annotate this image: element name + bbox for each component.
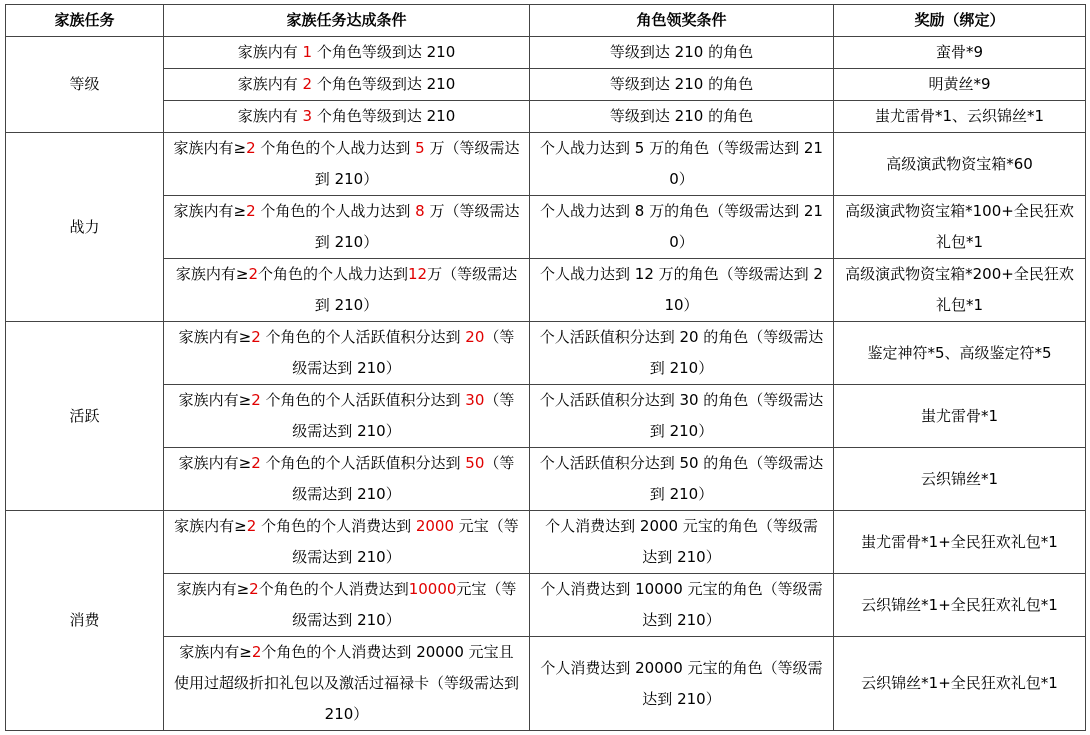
table-header [6,5,1086,37]
condition-text: 个角色等级到达 210 [312,43,456,61]
condition-text: 家族内有≥ [178,391,252,409]
table-row [6,101,1086,133]
reward-cell: 高级演武物资宝箱*60 [834,133,1086,196]
highlight-number: 2 [248,265,258,283]
condition-text: 家族内有 [237,75,303,93]
condition-text: （等级需达到 210） [292,391,515,440]
highlight-number: 5 [415,139,425,157]
condition-text: 家族内有≥ [173,139,247,157]
condition-text: 家族内有≥ [178,328,252,346]
highlight-number: 10000 [408,580,457,598]
highlight-number: 2 [246,202,256,220]
task-condition-cell [164,637,530,731]
claim-condition-cell: 等级到达 210 的角色 [530,37,834,69]
header-family-task: 家族任务 [6,5,164,37]
condition-text: 元宝（等级需达到 210） [292,517,519,566]
condition-text: 个角色的个人战力达到 [255,139,416,157]
highlight-number: 8 [415,202,425,220]
category-cell: 消费 [6,511,164,731]
condition-text: 家族内有≥ [179,643,252,661]
highlight-number: 1 [302,43,313,61]
condition-text: 家族内有 [237,107,303,125]
claim-condition-cell: 个人消费达到 20000 元宝的角色（等级需达到 210） [530,637,834,731]
condition-text: 万（等级需达到 210） [314,139,520,188]
condition-text: 家族内有≥ [176,580,250,598]
highlight-number: 2 [302,75,313,93]
highlight-number: 2 [251,391,261,409]
category-cell: 等级 [6,37,164,133]
table-row [6,133,1086,196]
condition-text: 个角色的个人战力达到 [258,265,409,283]
reward-cell: 蚩尤雷骨*1 [834,385,1086,448]
highlight-number: 30 [465,391,485,409]
claim-condition-cell: 个人消费达到 2000 元宝的角色（等级需达到 210） [530,511,834,574]
claim-condition-cell: 个人活跃值积分达到 30 的角色（等级需达到 210） [530,385,834,448]
task-condition-cell [164,385,530,448]
reward-cell: 云织锦丝*1 [834,448,1086,511]
claim-condition-cell: 个人战力达到 8 万的角色（等级需达到 210） [530,196,834,259]
claim-condition-cell: 个人消费达到 10000 元宝的角色（等级需达到 210） [530,574,834,637]
condition-text: 家族内有≥ [174,517,247,535]
condition-text: 万（等级需达到 210） [314,265,518,314]
condition-text: 元宝（等级需达到 210） [292,580,517,629]
reward-cell: 鉴定神符*5、高级鉴定符*5 [834,322,1086,385]
condition-text: （等级需达到 210） [292,454,515,503]
highlight-number: 2 [251,454,261,472]
highlight-number: 2000 [415,517,455,535]
header-claim-condition: 角色领奖条件 [530,5,834,37]
family-task-table [5,4,1086,731]
condition-text: 个角色的个人活跃值积分达到 [260,454,466,472]
highlight-number: 2 [251,328,261,346]
table-row [6,511,1086,574]
reward-cell: 蚩尤雷骨*1+全民狂欢礼包*1 [834,511,1086,574]
reward-cell: 云织锦丝*1+全民狂欢礼包*1 [834,574,1086,637]
claim-condition-cell: 个人活跃值积分达到 20 的角色（等级需达到 210） [530,322,834,385]
condition-text: 家族内有≥ [173,202,247,220]
claim-condition-cell: 等级到达 210 的角色 [530,101,834,133]
highlight-number: 2 [246,139,256,157]
table-row [6,385,1086,448]
reward-cell: 高级演武物资宝箱*100+全民狂欢礼包*1 [834,196,1086,259]
task-condition-cell [164,196,530,259]
table-row [6,69,1086,101]
table-row [6,448,1086,511]
table-row [6,259,1086,322]
claim-condition-cell: 个人活跃值积分达到 50 的角色（等级需达到 210） [530,448,834,511]
claim-condition-cell: 等级到达 210 的角色 [530,69,834,101]
reward-cell: 高级演武物资宝箱*200+全民狂欢礼包*1 [834,259,1086,322]
reward-cell: 蛮骨*9 [834,37,1086,69]
highlight-number: 2 [251,643,262,661]
condition-text: 个角色的个人战力达到 [255,202,416,220]
task-condition-cell [164,511,530,574]
condition-text: 个角色的个人消费达到 [256,517,416,535]
task-condition-cell [164,133,530,196]
highlight-number: 2 [249,580,259,598]
category-cell: 活跃 [6,322,164,511]
header-task-condition: 家族任务达成条件 [164,5,530,37]
highlight-number: 2 [246,517,257,535]
task-condition-cell [164,69,530,101]
category-cell: 战力 [6,133,164,322]
table-row [6,196,1086,259]
task-condition-cell [164,259,530,322]
condition-text: 家族内有≥ [175,265,249,283]
header-row [6,5,1086,37]
condition-text: 个角色等级到达 210 [312,75,456,93]
task-condition-cell [164,448,530,511]
condition-text: 个角色的个人活跃值积分达到 [260,391,466,409]
highlight-number: 12 [408,265,428,283]
condition-text: 个角色的个人消费达到 20000 元宝且使用过超级折扣礼包以及激活过福禄卡（等级需达到 210） [173,643,519,723]
claim-condition-cell: 个人战力达到 5 万的角色（等级需达到 210） [530,133,834,196]
reward-cell: 明黄丝*9 [834,69,1086,101]
highlight-number: 3 [302,107,313,125]
condition-text: 个角色的个人消费达到 [258,580,409,598]
table-row [6,37,1086,69]
table-row [6,322,1086,385]
table-body [6,37,1086,731]
condition-text: 个角色等级到达 210 [312,107,456,125]
reward-cell: 蚩尤雷骨*1、云织锦丝*1 [834,101,1086,133]
task-condition-cell [164,574,530,637]
task-condition-cell [164,101,530,133]
claim-condition-cell: 个人战力达到 12 万的角色（等级需达到 210） [530,259,834,322]
header-reward: 奖励（绑定） [834,5,1086,37]
condition-text: （等级需达到 210） [292,328,515,377]
condition-text: 个角色的个人活跃值积分达到 [260,328,466,346]
reward-cell: 云织锦丝*1+全民狂欢礼包*1 [834,637,1086,731]
condition-text: 家族内有≥ [178,454,252,472]
task-condition-cell [164,322,530,385]
highlight-number: 50 [465,454,485,472]
task-condition-cell [164,37,530,69]
highlight-number: 20 [465,328,485,346]
condition-text: 万（等级需达到 210） [314,202,520,251]
table-row [6,574,1086,637]
condition-text: 家族内有 [237,43,303,61]
table-row [6,637,1086,731]
